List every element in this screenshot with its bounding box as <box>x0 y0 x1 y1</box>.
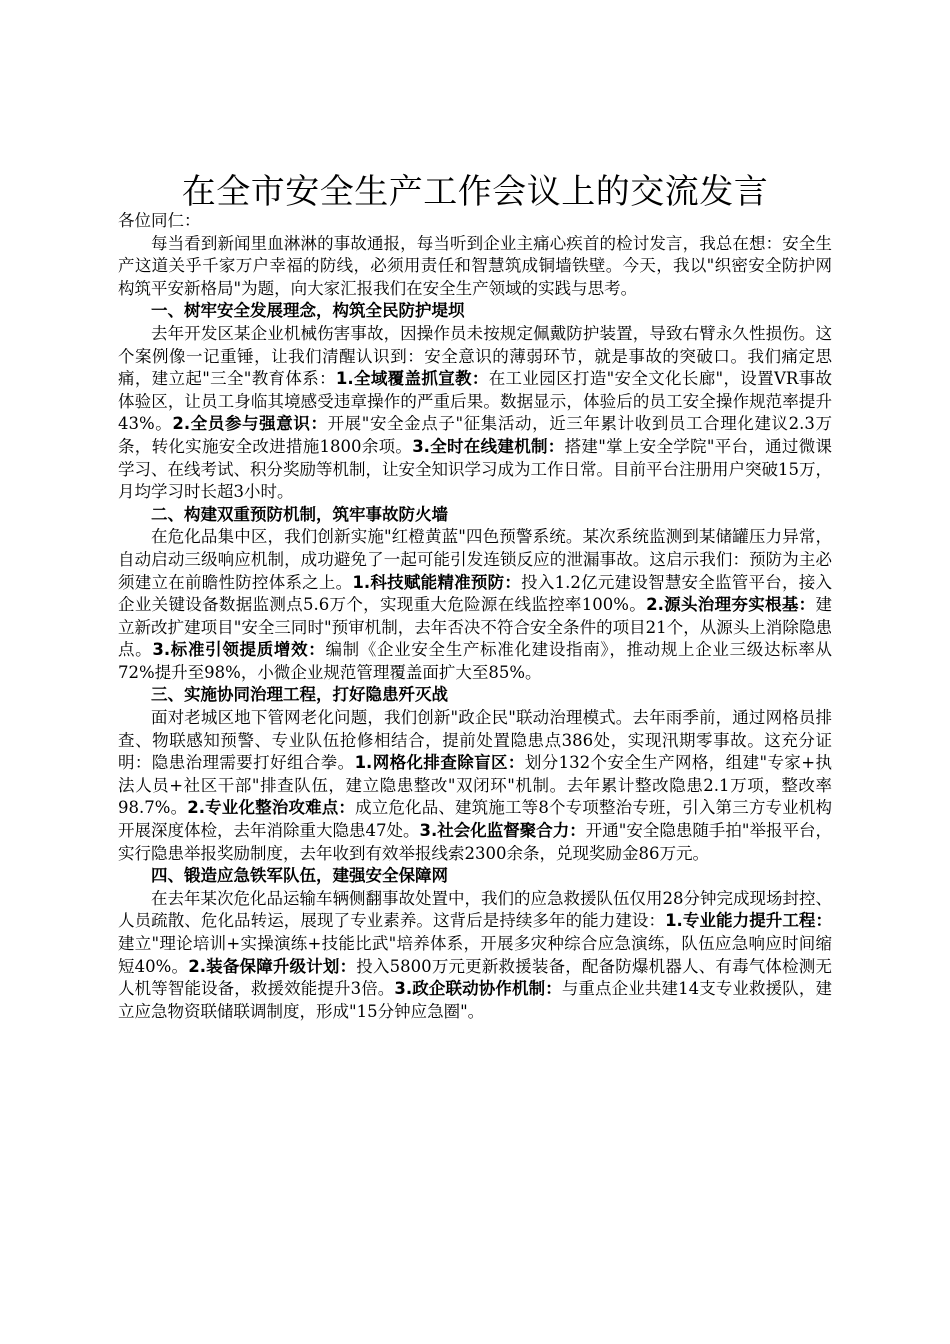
salutation: 各位同仁： <box>118 211 201 230</box>
item-label: 2.源头治理夯实根基： <box>646 595 816 615</box>
item-text: 建立新改扩建项目"安全三同时"预审机制，去年否决不符合安全条件的项目21个，从源头上消除隐患点。 <box>118 595 833 660</box>
item-text: 划分132个安全生产网格，组建"专家+执法人员+社区干部"排查队伍，建立隐患整改"双闭环"机制。去年累计整改隐患2.1万项，整改率98.7%。 <box>118 753 832 818</box>
item-text: 在工业园区打造"安全文化长廊"，设置VR事故体验区，让员工身临其境感受违章操作的严重后果。数据显示，体验后的员工安全操作规范率提升43%。 <box>118 369 832 434</box>
item-text: 建立"理论培训+实操演练+技能比武"培养体系，开展多灾种综合应急演练，队伍应急响应时间缩短40%。 <box>118 934 832 976</box>
section-heading: 四、锻造应急铁军队伍，建强安全保障网 <box>151 866 448 886</box>
item-label: 1.全域覆盖抓宣教： <box>335 369 489 389</box>
item-text: 编制《企业安全生产标准化建设指南》，推动规上企业三级达标率从72%提升至98%，小微企业规范管理覆盖面扩大至85%。 <box>118 640 833 682</box>
item-label: 1.科技赋能精准预防： <box>352 572 522 592</box>
section-paragraph <box>118 323 832 504</box>
item-text: 投入5800万元更新救援装备，配备防爆机器人、有毒气体检测无人机等智能设备，救援效能提升3倍。 <box>118 956 832 999</box>
section-heading: 一、树牢安全发展理念，构筑全民防护堤坝 <box>151 301 465 321</box>
item-label: 3.标准引领提质增效： <box>152 640 326 660</box>
section-heading: 二、构建双重预防机制，筑牢事故防火墙 <box>151 504 448 524</box>
section-lead: 面对老城区地下管网老化问题，我们创新"政企民"联动治理模式。去年雨季前，通过网格员排查、物联感知预警、专业队伍抢修相结合，提前处置隐患点386处，实现汛期零事故。这充分证明：隐患治理需要打好组合拳。 <box>118 708 832 773</box>
section-paragraph <box>118 888 832 1024</box>
item-label: 2.全员参与强意识： <box>172 414 328 434</box>
section-paragraph <box>118 707 832 865</box>
intro-paragraph: 每当看到新闻里血淋淋的事故通报，每当听到企业主痛心疾首的检讨发言，我总在想：安全生产这道关乎千家万户幸福的防线，必须用责任和智慧筑成铜墙铁壁。今天，我以"织密安全防护网 构筑平安新格局"为题，向大家汇报我们在安全生产领域的实践与思考。 <box>118 233 832 298</box>
item-text: 开通"安全隐患随手拍"举报平台，实行隐患举报奖励制度，去年收到有效举报线索2300余条，兑现奖励金86万元。 <box>118 821 832 863</box>
item-label: 3.政企联动协作机制： <box>394 979 562 999</box>
item-text: 搭建"掌上安全学院"平台，通过微课学习、在线考试、积分奖励等机制，让安全知识学习成为工作日常。目前平台注册用户突破15万，月均学习时长超3小时。 <box>118 436 832 502</box>
section-lead: 在去年某次危化品运输车辆侧翻事故处置中，我们的应急救援队伍仅用28分钟完成现场封控、人员疏散、危化品转运，展现了专业素养。这背后是持续多年的能力建设： <box>118 888 832 931</box>
section-paragraph <box>118 526 832 684</box>
item-label: 2.专业化整治攻难点： <box>187 798 356 818</box>
item-text: 与重点企业共建14支专业救援队，建立应急物资联储联调制度，形成"15分钟应急圈"。 <box>118 979 833 1021</box>
section-heading: 三、实施协同治理工程，打好隐患歼灭战 <box>151 685 448 705</box>
page-title: 在全市安全生产工作会议上的交流发言 <box>181 172 769 212</box>
item-text: 成立危化品、建筑施工等8个专项整治专班，引入第三方专业机构开展深度体检，去年消除重大隐患47处。 <box>118 798 833 841</box>
item-label: 1.网格化排查除盲区： <box>354 753 525 773</box>
item-text: 开展"安全金点子"征集活动，近三年累计收到员工合理化建议2.3万条，转化实施安全改进措施1800余项。 <box>118 414 832 456</box>
item-label: 2.装备保障升级计划： <box>188 956 357 976</box>
section-lead: 在危化品集中区，我们创新实施"红橙黄蓝"四色预警系统。某次系统监测到某储罐压力异常，自动启动三级响应机制，成功避免了一起可能引发连锁反应的泄漏事故。这启示我们：预防为主必须建立在前瞻性防控体系之上。 <box>118 527 832 592</box>
section-lead: 去年开发区某企业机械伤害事故，因操作员未按规定佩戴防护装置，导致右臂永久性损伤。这个案例像一记重锤，让我们清醒认识到：安全意识的薄弱环节，就是事故的突破口。我们痛定思痛，建立起"三全"教育体系： <box>118 323 832 389</box>
item-label: 3.全时在线建机制： <box>412 436 565 456</box>
item-label: 1.专业能力提升工程： <box>665 911 833 931</box>
item-label: 3.社会化监督聚合力： <box>419 821 586 841</box>
item-text: 投入1.2亿元建设智慧安全监管平台，接入企业关键设备数据监测点5.6万个，实现重大危险源在线监控率100%。 <box>118 572 833 615</box>
